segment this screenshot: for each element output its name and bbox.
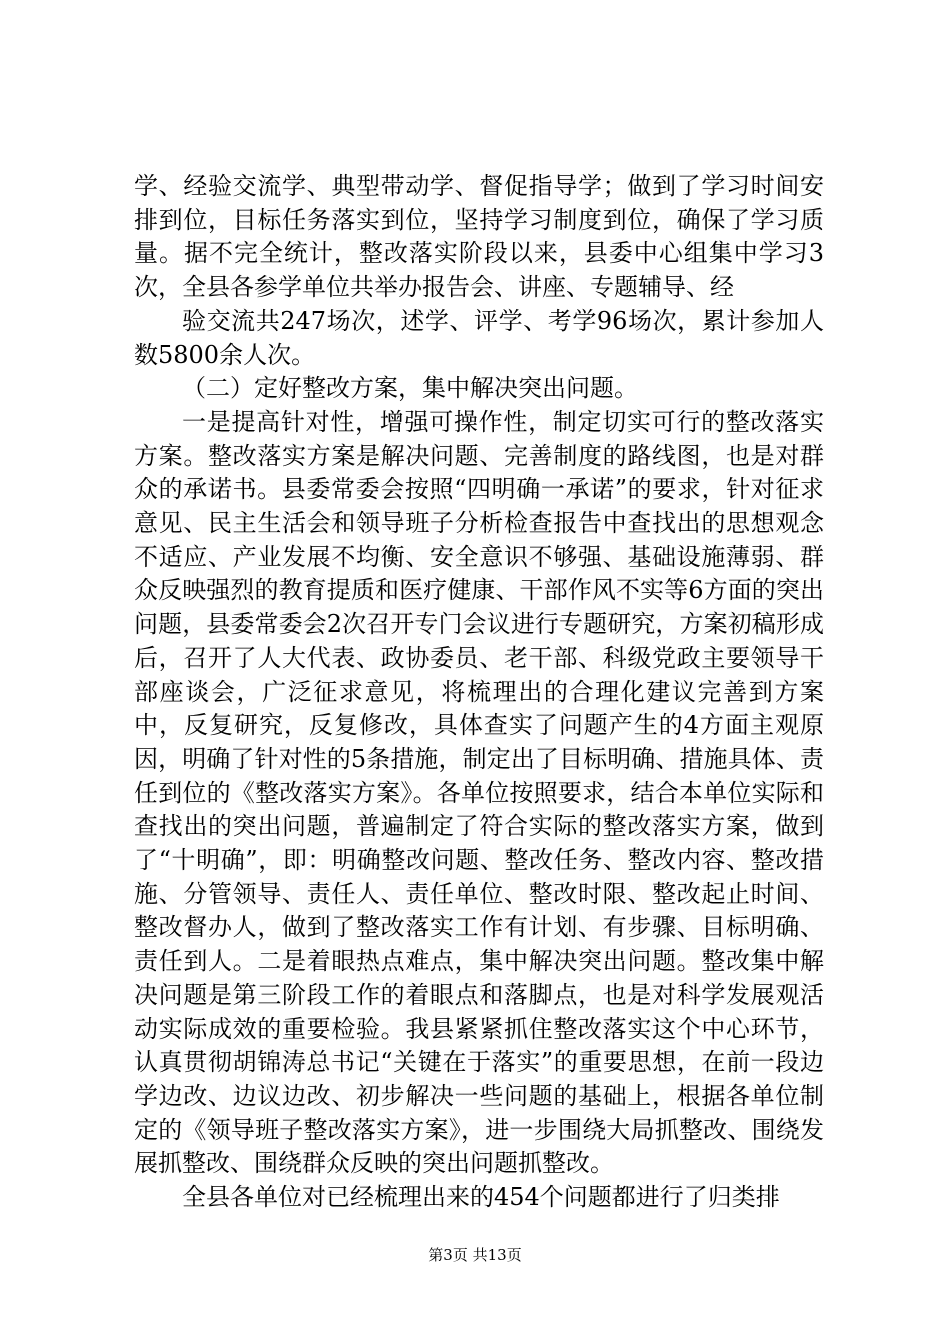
- paragraph-1: 学、经验交流学、典型带动学、督促指导学；做到了学习时间安排到位，目标任务落实到位，坚持学习制度到位，确保了学习质量。据不完全统计，整改落实阶段以来，县委中心组集中学习3次，全县各参学单位共举办报告会、讲座、专题辅导、经: [134, 172, 824, 302]
- page-number: 第3页 共13页: [428, 1246, 522, 1264]
- section-heading: （二）定好整改方案，集中解决突出问题。: [182, 374, 638, 403]
- paragraph-2: 验交流共247场次，述学、评学、考学96场次，累计参加人数5800余人次。: [134, 306, 824, 369]
- paragraph-3: 一是提高针对性，增强可操作性，制定切实可行的整改落实方案。整改落实方案是解决问题、完善制度的路线图，也是对群众的承诺书。县委常委会按照“四明确一承诺”的要求，针对征求意见、民主生活会和领导班子分析检查报告中查找出的思想观念不适应、产业发展不均衡、安全意识不够强、基础设施薄弱、群众反映强烈的教育提质和医疗健康、干部作风不实等6方面的突出问题，县委常委会2次召开专门会议进行专题研究，方案初稿形成后，召开了人大代表、政协委员、老干部、科级党政主要领导干部座谈会，广泛征求意见，将梳理出的合理化建议完善到方案中，反复研究，反复修改，具体查实了问题产生的4方面主观原因，明确了针对性的5条措施，制定出了目标明确、措施具体、责任到位的《整改落实方案》。各单位按照要求，结合本单位实际和查找出的突出问题，普遍制定了符合实际的整改落实方案，做到了“十明确”，即：明确整改问题、整改任务、整改内容、整改措施、分管领导、责任人、责任单位、整改时限、整改起止时间、整改督办人，做到了整改落实工作有计划、有步骤、目标明确、责任到人。二是着眼热点难点，集中解决突出问题。整改集中解决问题是第三阶段工作的着眼点和落脚点，也是对科学发展观活动实际成效的重要检验。我县紧紧抓住整改落实这个中心环节，认真贯彻胡锦涛总书记“关键在于落实”的重要思想，在前一段边学边改、边议边改、初步解决一些问题的基础上，根据各单位制定的《领导班子整改落实方案》，进一步围绕大局抓整改、围绕发展抓整改、围绕群众反映的突出问题抓整改。: [134, 407, 824, 1178]
- document-body: [134, 170, 824, 1215]
- page-footer: [0, 1245, 950, 1265]
- paragraph-4: 全县各单位对已经梳理出来的454个问题都进行了归类排: [182, 1183, 780, 1212]
